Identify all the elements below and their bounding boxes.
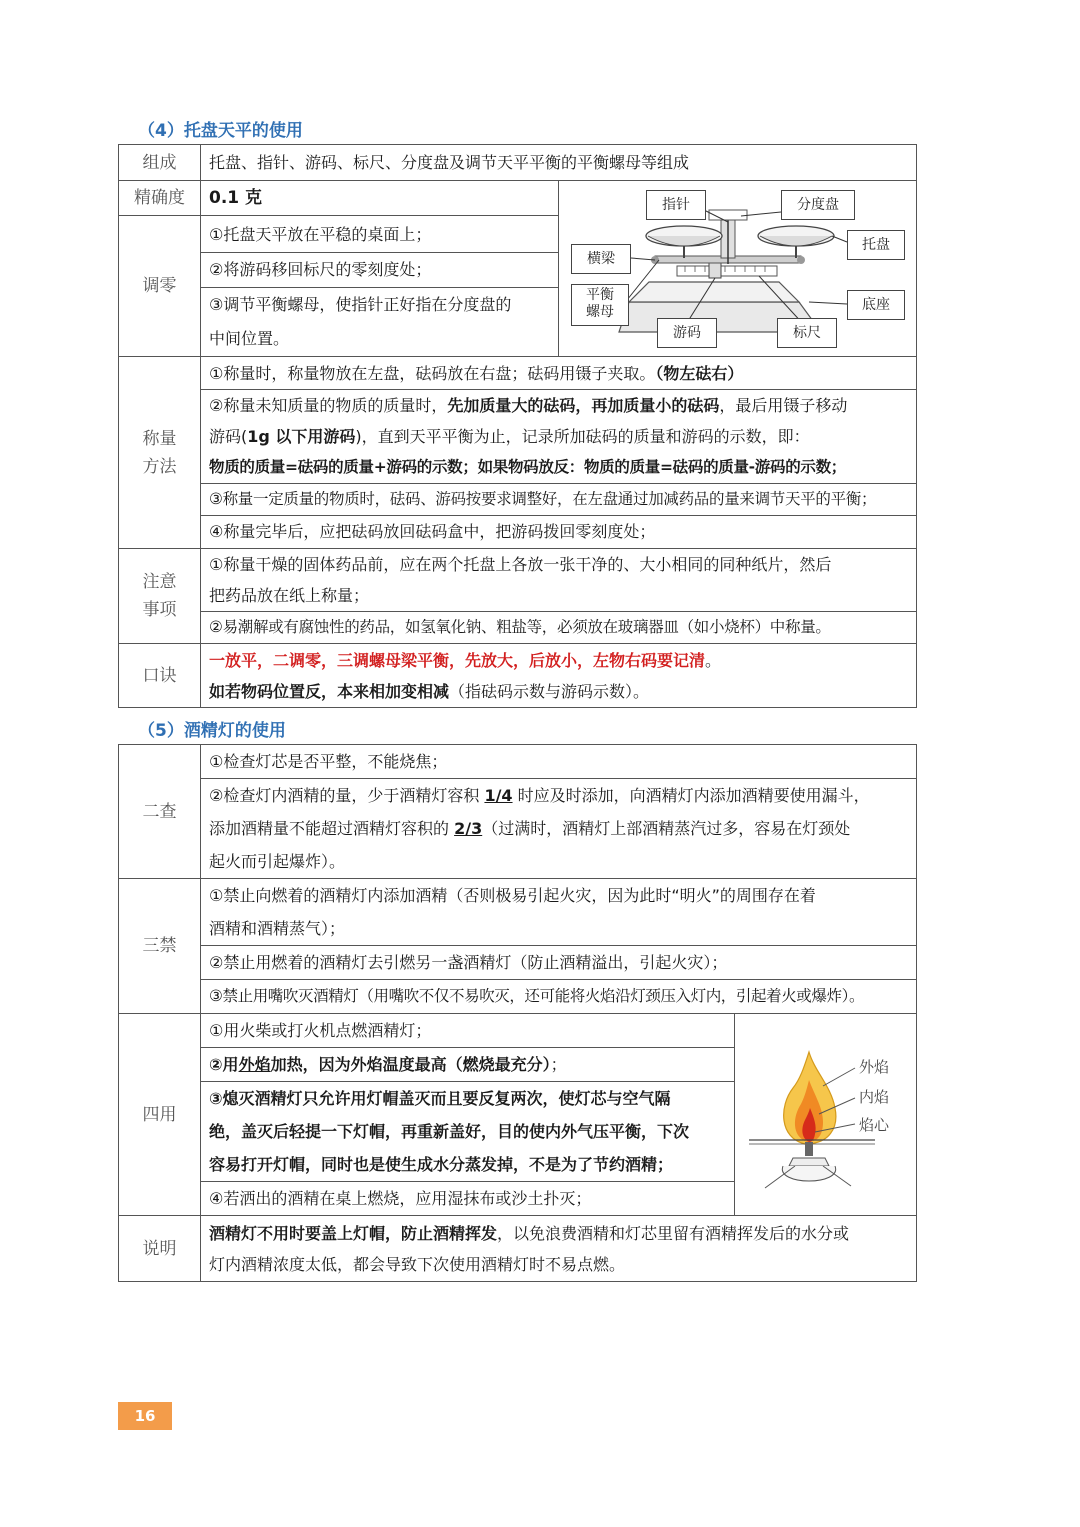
explain-text <box>201 1216 917 1282</box>
row-label-three-bans: 三禁 <box>119 879 201 1014</box>
u2-outer-flame: 外焰 <box>238 1055 271 1074</box>
w2b: 先加质量大的砝码，再加质量小的砝码 <box>447 396 720 415</box>
ban-3: ③禁止用嘴吹灭酒精灯（用嘴吹不仅不易吹灭，还可能将火焰沿灯颈压入灯内，引起着火或爆炸）。 <box>201 979 916 1013</box>
label-inner-flame: 内焰 <box>859 1087 890 1106</box>
row-label-explain: 说明 <box>119 1216 201 1282</box>
c2d: （过满时，酒精灯上部酒精蒸汽过多，容易在灯颈处 <box>482 819 851 838</box>
check-1: ①检查灯芯是否平整，不能烧焦； <box>209 752 448 771</box>
row-label-four-uses: 四用 <box>119 1014 201 1216</box>
weighing-label-1: 称量 <box>142 428 177 449</box>
mnemonic-line-2 <box>209 676 908 707</box>
alcohol-lamp-table <box>118 744 917 1282</box>
row-label-notes <box>119 549 201 644</box>
c2-frac2: 2/3 <box>454 819 483 838</box>
check-2-end: 起火而引起爆炸）。 <box>209 852 346 871</box>
w2d: 游码( <box>209 427 248 446</box>
notes-items <box>201 549 917 644</box>
weighing-formula: 物质的质量=砝码的质量+游码的示数；如果物码放反：物质的质量=砝码的质量-游码的示数； <box>209 458 846 476</box>
u2a: ②用 <box>209 1055 239 1074</box>
three-bans-items <box>201 879 917 1014</box>
use-3-cont: 绝，盖灭后轻提一下灯帽，再重新盖好，目的使内外气压平衡，下次 <box>209 1122 690 1141</box>
callout-pan: 托盘 <box>847 230 905 260</box>
zeroing-step-3: ③调节平衡螺母，使指针正好指在分度盘的 <box>201 287 558 322</box>
label-flame-core: 焰心 <box>859 1115 890 1134</box>
callout-ruler: 标尺 <box>777 318 837 348</box>
weighing-step-1 <box>209 358 908 389</box>
mnemonic-bold: 如若物码位置反，本来相加变相减 <box>209 681 450 701</box>
w2c: ，最后用镊子移动 <box>719 396 848 415</box>
use-3-end: 容易打开灯帽，同时也是使生成水分蒸发掉，不是为了节约酒精； <box>209 1155 674 1174</box>
explain-line-1 <box>209 1218 908 1249</box>
flame-diagram-cell <box>735 1014 917 1216</box>
use-2 <box>201 1047 734 1081</box>
notes-item-2: ②易潮解或有腐蚀性的药品，如氢氧化钠、粗盐等，必须放在玻璃器皿（如小烧杯）中称量。 <box>201 611 916 643</box>
zeroing-steps <box>201 216 559 357</box>
notes-label-1: 注意 <box>142 572 177 592</box>
u2c: ； <box>550 1055 567 1074</box>
row-label-weighing <box>119 357 201 549</box>
zeroing-step-1: ①托盘天平放在平稳的桌面上； <box>209 225 432 244</box>
weighing-label-2: 方法 <box>142 456 177 477</box>
row-label-zeroing: 调零 <box>119 216 201 357</box>
c2-frac1: 1/4 <box>484 786 513 805</box>
label-outer-flame: 外焰 <box>859 1057 890 1076</box>
callout-pointer: 指针 <box>646 190 706 220</box>
weighing-step-1-bold: （物左砝右） <box>655 364 744 383</box>
row-label-composition: 组成 <box>119 145 201 181</box>
ban-1-cont: 酒精和酒精蒸气）； <box>209 919 346 938</box>
notes-item-1-cont: 把药品放在纸上称量； <box>209 586 370 605</box>
use-3: ③熄灭酒精灯只允许用灯帽盖灭而且要反复两次，使灯芯与空气隔 <box>201 1081 734 1115</box>
callout-balance-nut <box>571 284 629 326</box>
flame-illustration <box>735 1016 917 1214</box>
zeroing-step-2: ②将游码移回标尺的零刻度处； <box>201 252 558 287</box>
c2a: ②检查灯内酒精的量，少于酒精灯容积 <box>209 786 485 805</box>
precision-text: 0.1 克 <box>201 181 559 216</box>
w2f: )，直到天平平衡为止，记录所加砝码的质量和游码的示数，即： <box>355 427 810 446</box>
four-uses-items <box>201 1014 735 1216</box>
mnemonic-line-1 <box>209 645 908 676</box>
explain-line-2: 灯内酒精浓度太低，都会导致下次使用酒精灯时不易点燃。 <box>209 1254 626 1274</box>
page-number: 16 <box>118 1402 172 1430</box>
section-5-title: （5）酒精灯的使用 <box>138 721 286 741</box>
row-label-two-checks: 二查 <box>119 745 201 879</box>
ban-2: ②禁止用燃着的酒精灯去引燃另一盏酒精灯（防止酒精溢出，引起火灾）； <box>201 945 916 979</box>
c2c: 添加酒精量不能超过酒精灯容积的 <box>209 819 455 838</box>
use-4: ④若洒出的酒精在桌上燃烧，应用湿抹布或沙土扑灭； <box>201 1181 734 1215</box>
callout-beam: 横梁 <box>571 244 631 274</box>
weighing-step-2 <box>201 389 916 421</box>
w2e: 1g 以下用游码 <box>247 427 356 446</box>
callout-rider: 游码 <box>657 318 717 348</box>
check-2-cont <box>209 812 908 845</box>
callout-nut-line2: 螺母 <box>586 303 614 320</box>
balance-table <box>118 144 917 708</box>
callout-scale-disc: 分度盘 <box>781 190 855 220</box>
explain-rest-1: ，以免浪费酒精和灯芯里留有酒精挥发后的水分或 <box>497 1223 850 1243</box>
notes-item-1: ①称量干燥的固体药品前，应在两个托盘上各放一张干净的、大小相同的同种纸片，然后 <box>209 555 832 574</box>
row-label-mnemonic: 口诀 <box>119 644 201 708</box>
u2b: 加热，因为外焰温度最高（燃烧最充分） <box>270 1055 551 1074</box>
ban-1: ①禁止向燃着的酒精灯内添加酒精（否则极易引起火灾，因为此时“明火”的周围存在着 <box>209 886 816 905</box>
weighing-step-3: ③称量一定质量的物质时，砝码、游码按要求调整好，在左盘通过加减药品的量来调节天平的平衡； <box>201 483 916 515</box>
composition-text: 托盘、指针、游码、标尺、分度盘及调节天平平衡的平衡螺母等组成 <box>201 145 917 181</box>
two-checks-items <box>201 745 917 879</box>
explain-bold: 酒精灯不用时要盖上灯帽，防止酒精挥发 <box>209 1223 498 1243</box>
weighing-steps <box>201 357 917 549</box>
callout-base: 底座 <box>847 290 905 320</box>
balance-diagram-cell <box>559 181 917 357</box>
mnemonic-red-end: 。 <box>705 650 722 670</box>
weighing-step-4: ④称量完毕后，应把砝码放回砝码盒中，把游码拨回零刻度处； <box>201 515 916 547</box>
notes-label-2: 事项 <box>142 600 177 620</box>
section-4-title: （4）托盘天平的使用 <box>138 121 303 141</box>
w2a: ②称量未知质量的物质的质量时， <box>209 396 448 415</box>
check-2 <box>201 778 916 812</box>
use-1: ①用火柴或打火机点燃酒精灯； <box>209 1021 432 1040</box>
mnemonic-rest: （指砝码示数与游码示数）。 <box>449 681 650 701</box>
mnemonic-red: 一放平，二调零，三调螺母梁平衡，先放大，后放小，左物右码要记清 <box>209 650 706 670</box>
zeroing-step-3-cont: 中间位置。 <box>209 329 290 348</box>
weighing-step-2-cont <box>209 421 908 452</box>
weighing-step-1-text: ①称量时，称量物放在左盘，砝码放在右盘；砝码用镊子夹取。 <box>209 364 656 383</box>
row-label-precision: 精确度 <box>119 181 201 216</box>
mnemonic-text <box>201 644 917 708</box>
c2b: 时应及时添加，向酒精灯内添加酒精要使用漏斗， <box>512 786 870 805</box>
callout-nut-line1: 平衡 <box>586 286 614 303</box>
